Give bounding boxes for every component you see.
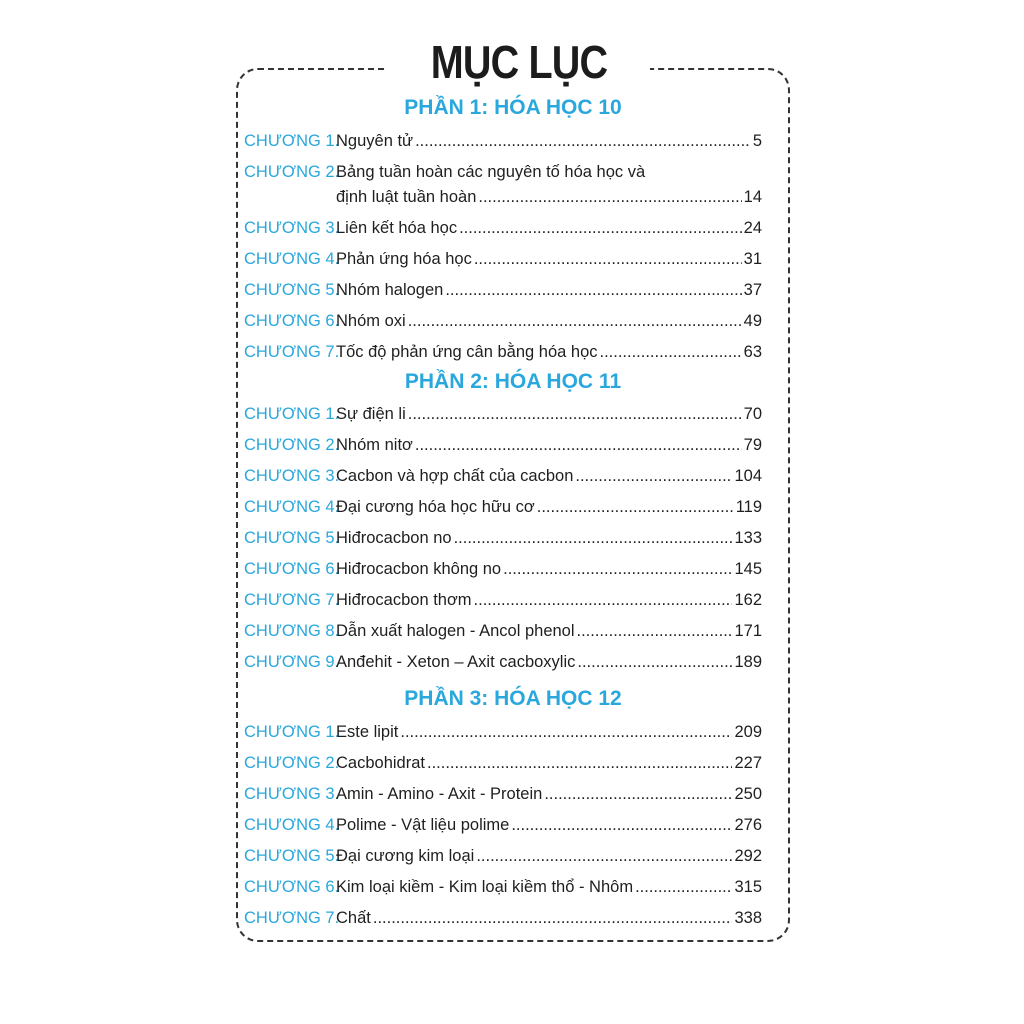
chapter-name: Polime - Vật liệu polime [336, 816, 510, 834]
chapter-name: Cacbohidrat [336, 754, 425, 772]
leader-dots [373, 906, 733, 930]
chapter-label: CHƯƠNG 8. [244, 622, 340, 640]
part-3-heading: PHẦN 3: HÓA HỌC 12 [404, 687, 622, 710]
toc-row[interactable] [244, 650, 762, 674]
chapter-label: CHƯƠNG 2. [244, 754, 340, 772]
page-number: 250 [734, 785, 762, 803]
chapter-name: Phản ứng hóa học [336, 250, 472, 268]
leader-dots [427, 751, 732, 775]
toc-row[interactable] [244, 278, 762, 302]
leader-dots [537, 495, 734, 519]
toc-row[interactable] [244, 526, 762, 550]
chapter-label: CHƯƠNG 4. [244, 250, 340, 268]
chapter-name: Dẫn xuất halogen - Ancol phenol [336, 622, 575, 640]
toc-row[interactable] [244, 185, 762, 209]
leader-dots [474, 247, 742, 271]
toc-row[interactable] [244, 495, 762, 519]
chapter-label: CHƯƠNG 4. [244, 816, 340, 834]
page-number: 5 [752, 132, 762, 150]
toc-row[interactable] [244, 751, 762, 775]
leader-dots [454, 526, 733, 550]
toc-row[interactable] [244, 875, 762, 899]
page-number: 292 [734, 847, 762, 865]
toc-row[interactable] [244, 844, 762, 868]
leader-dots [478, 185, 741, 209]
leader-dots [415, 129, 751, 153]
toc-row[interactable] [244, 433, 762, 457]
leader-dots [635, 875, 732, 899]
chapter-name: Anđehit - Xeton – Axit cacboxylic [336, 653, 576, 671]
chapter-label: CHƯƠNG 6. [244, 560, 340, 578]
page-number: 276 [734, 816, 762, 834]
page-number: 37 [743, 281, 762, 299]
leader-dots [600, 340, 742, 364]
toc-row[interactable] [244, 557, 762, 581]
part-1-heading: PHẦN 1: HÓA HỌC 10 [404, 96, 622, 119]
chapter-label: CHƯƠNG 1. [244, 405, 340, 423]
page-number: 227 [734, 754, 762, 772]
toc-row-line1[interactable] [244, 160, 762, 184]
chapter-name: Nhóm oxi [336, 312, 406, 330]
page-number: 79 [743, 436, 762, 454]
part-2-heading: PHẦN 2: HÓA HỌC 11 [404, 370, 622, 393]
chapter-name: Hiđrocacbon không no [336, 560, 502, 578]
toc-row[interactable] [244, 340, 762, 364]
page-number: 31 [743, 250, 762, 268]
chapter-name: Hiđrocacbon no [336, 529, 452, 547]
chapter-name: Cacbon và hợp chất của cacbon [336, 467, 574, 485]
page-number: 209 [734, 723, 762, 741]
leader-dots [511, 813, 732, 837]
leader-dots [577, 650, 732, 674]
toc-row[interactable] [244, 782, 762, 806]
chapter-name: Hiđrocacbon thơm [336, 591, 472, 609]
leader-dots [544, 782, 732, 806]
leader-dots [577, 619, 733, 643]
toc-row[interactable] [244, 619, 762, 643]
toc-row[interactable] [244, 464, 762, 488]
toc-row[interactable] [244, 813, 762, 837]
chapter-name: Chất [336, 909, 371, 927]
leader-dots [474, 588, 733, 612]
chapter-label: CHƯƠNG 7. [244, 343, 340, 361]
chapter-name: Nguyên tử [336, 132, 414, 150]
toc-row[interactable] [244, 309, 762, 333]
page-number: 171 [734, 622, 762, 640]
chapter-label: CHƯƠNG 3. [244, 219, 340, 237]
chapter-name: Đại cương hóa học hữu cơ [336, 498, 535, 516]
page-number: 133 [734, 529, 762, 547]
toc-row[interactable] [244, 402, 762, 426]
chapter-label: CHƯƠNG 3. [244, 785, 340, 803]
leader-dots [459, 216, 742, 240]
chapter-label: CHƯƠNG 1. [244, 723, 340, 741]
toc-row[interactable] [244, 720, 762, 744]
leader-dots [503, 557, 732, 581]
page-number: 338 [734, 909, 762, 927]
page-number: 63 [743, 343, 762, 361]
chapter-label: CHƯƠNG 5. [244, 847, 340, 865]
chapter-name: Amin - Amino - Axit - Protein [336, 785, 543, 803]
page-number: 49 [743, 312, 762, 330]
toc-row[interactable] [244, 247, 762, 271]
chapter-name: Nhóm halogen [336, 281, 444, 299]
chapter-name-line1: Bảng tuần hoàn các nguyên tố hóa học và [336, 163, 646, 181]
leader-dots [400, 720, 732, 744]
toc-row[interactable] [244, 906, 762, 930]
chapter-name: định luật tuần hoàn [336, 188, 477, 206]
page-title: MỤC LỤC [430, 36, 608, 88]
leader-dots [408, 309, 742, 333]
leader-dots [476, 844, 732, 868]
chapter-label: CHƯƠNG 9. [244, 653, 340, 671]
chapter-label: CHƯƠNG 6. [244, 878, 340, 896]
chapter-name: Tốc độ phản ứng cân bằng hóa học [336, 343, 598, 361]
leader-dots [445, 278, 741, 302]
page-number: 145 [734, 560, 762, 578]
chapter-label: CHƯƠNG 7. [244, 909, 340, 927]
page-number: 14 [743, 188, 762, 206]
page-number: 24 [743, 219, 762, 237]
page-number: 104 [734, 467, 762, 485]
toc-row[interactable] [244, 129, 762, 153]
chapter-label: CHƯƠNG 7. [244, 591, 340, 609]
page-number: 70 [743, 405, 762, 423]
chapter-name: Liên kết hóa học [336, 219, 458, 237]
page-number: 162 [734, 591, 762, 609]
chapter-label: CHƯƠNG 4. [244, 498, 340, 516]
toc-row[interactable] [244, 216, 762, 240]
chapter-label: CHƯƠNG 6. [244, 312, 340, 330]
chapter-label: CHƯƠNG 5. [244, 529, 340, 547]
chapter-name: Nhóm nitơ [336, 436, 413, 454]
toc-row[interactable] [244, 588, 762, 612]
chapter-name: Đại cương kim loại [336, 847, 475, 865]
page-number: 189 [734, 653, 762, 671]
page-number: 119 [735, 498, 762, 516]
leader-dots [575, 464, 732, 488]
chapter-name: Este lipit [336, 723, 399, 741]
leader-dots [415, 433, 742, 457]
chapter-label: CHƯƠNG 5. [244, 281, 340, 299]
chapter-label: CHƯƠNG 3. [244, 467, 340, 485]
chapter-label: CHƯƠNG 2. [244, 436, 340, 454]
chapter-name: Sự điện li [336, 405, 406, 423]
chapter-name: Kim loại kiềm - Kim loại kiềm thổ - Nhôm [336, 878, 634, 896]
leader-dots [408, 402, 742, 426]
chapter-label: CHƯƠNG 1. [244, 132, 340, 150]
chapter-label: CHƯƠNG 2. [244, 163, 340, 181]
page-number: 315 [734, 878, 762, 896]
